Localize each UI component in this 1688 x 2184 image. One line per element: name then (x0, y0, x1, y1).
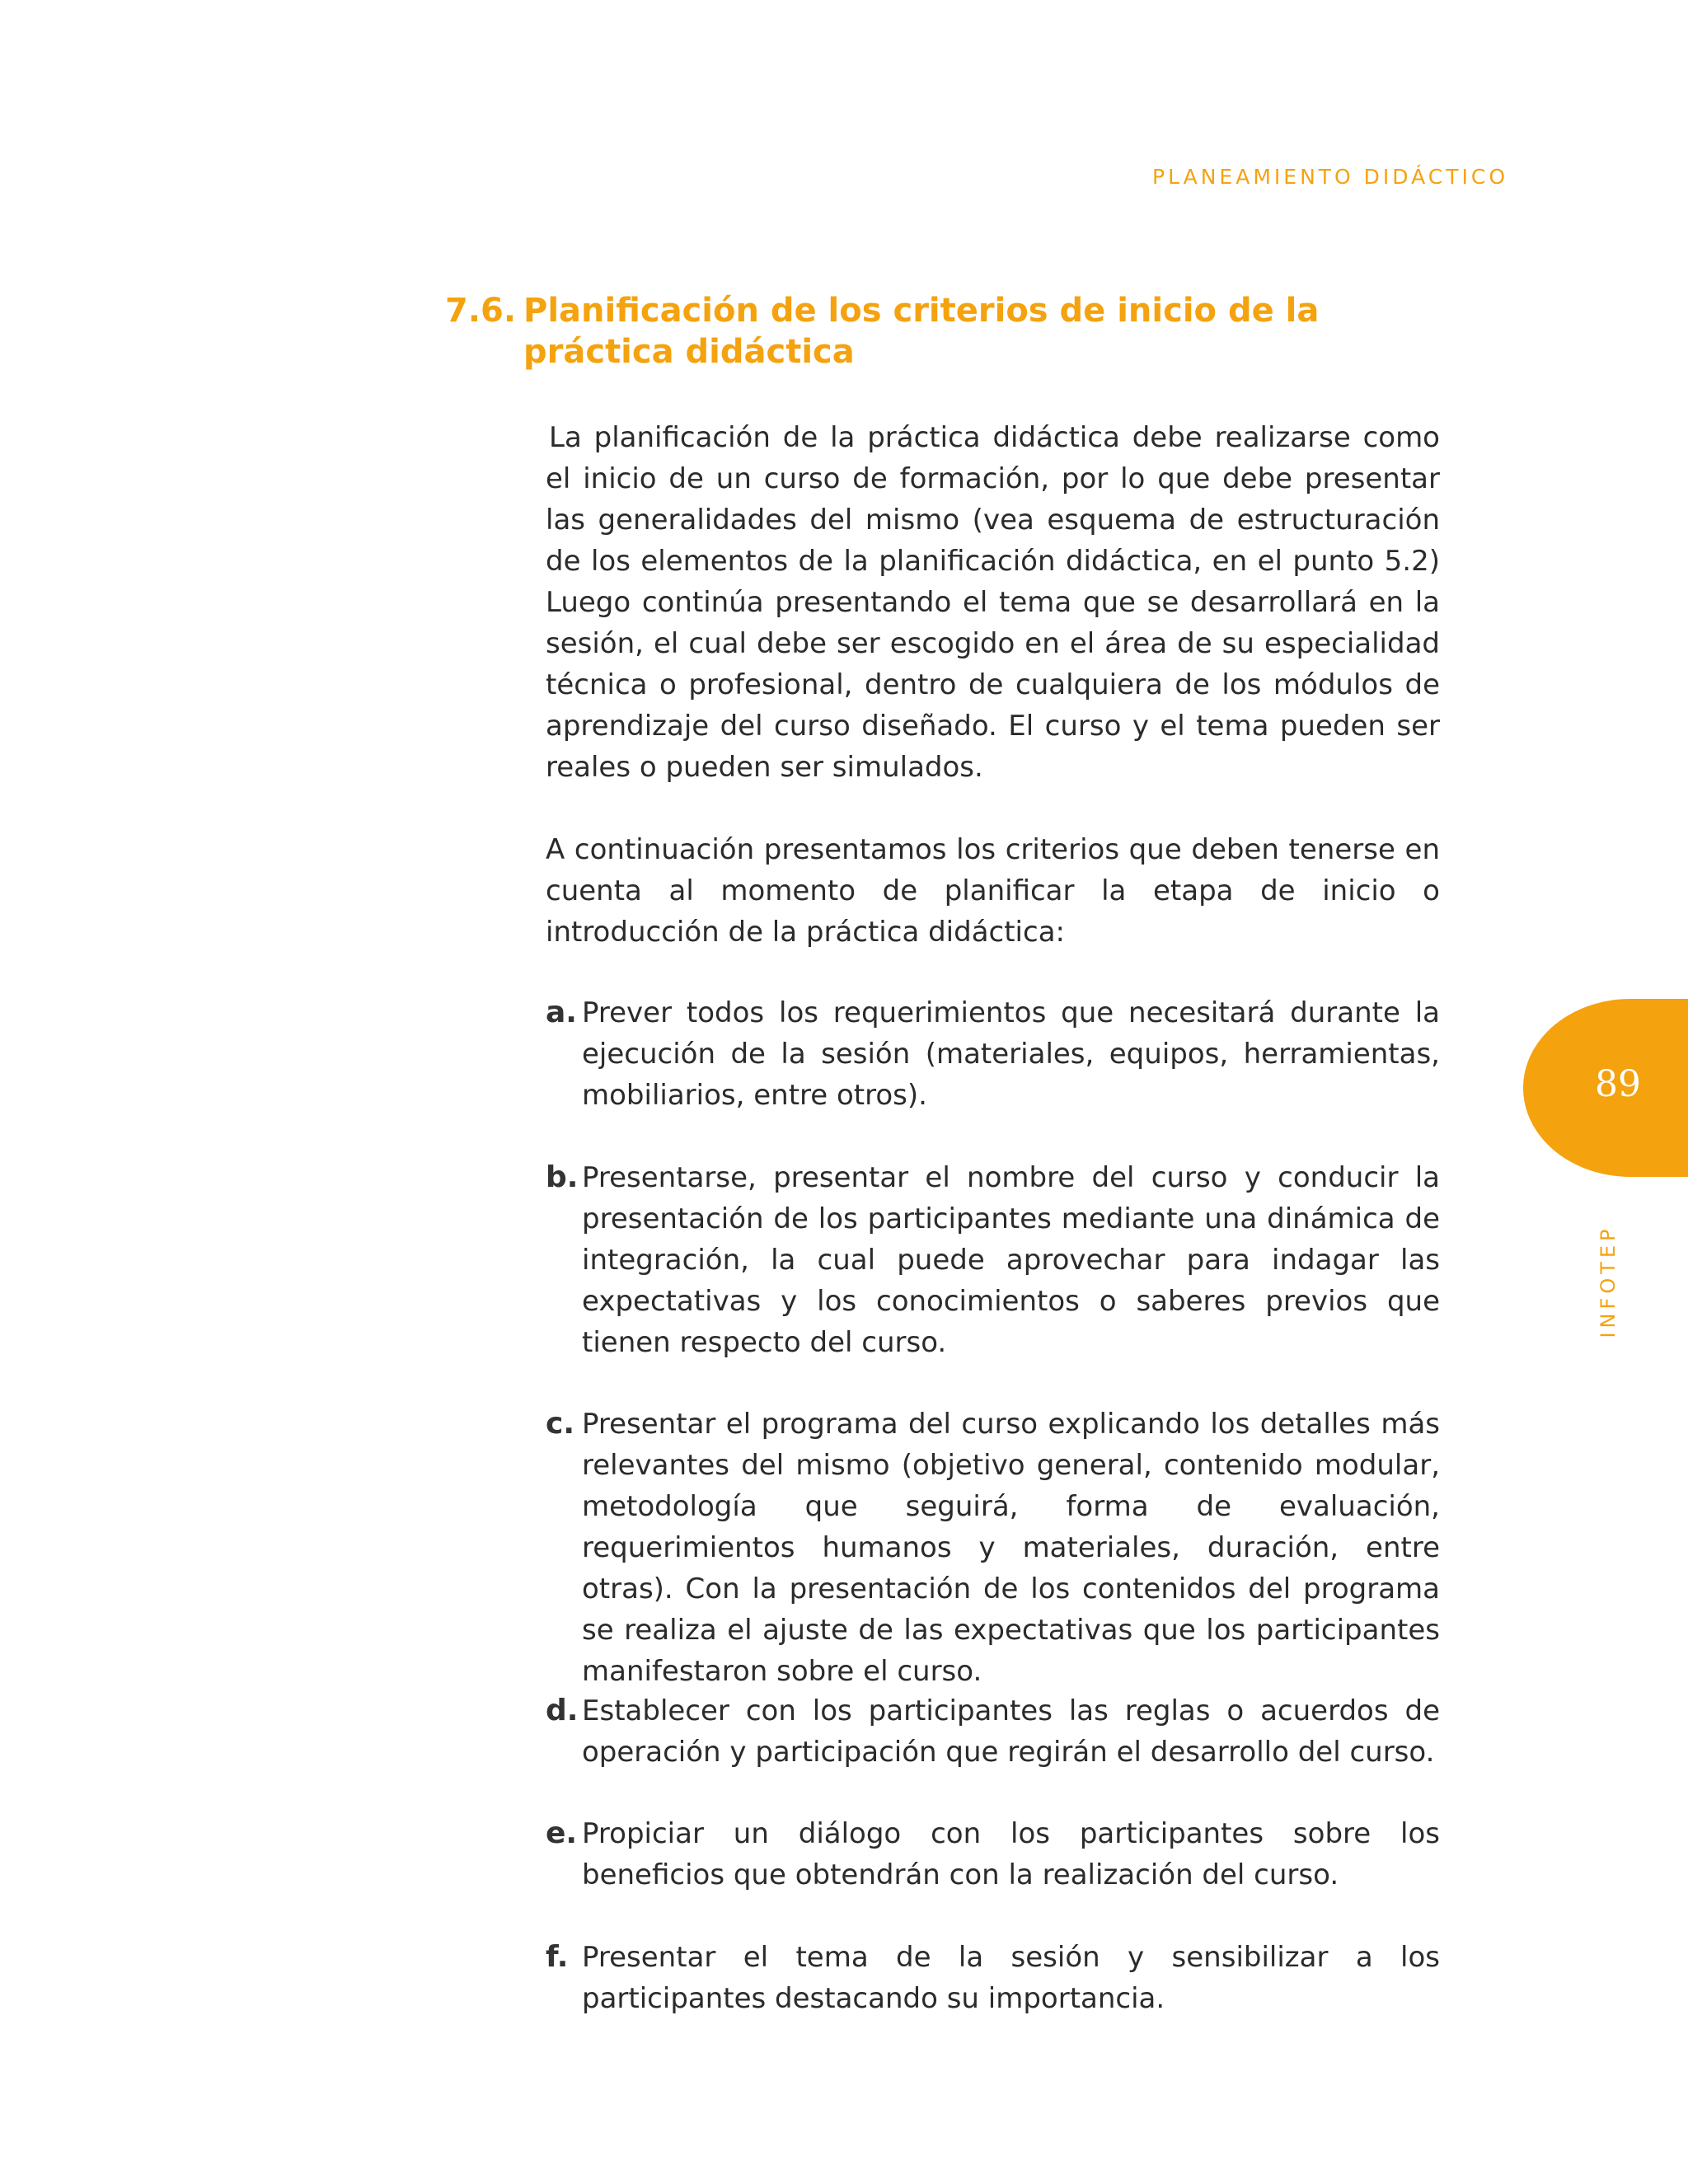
list-item-text: Propiciar un diálogo con los participantes sobre los beneficios que obtendrán con la realización del curso. (582, 1817, 1440, 1891)
section-number: 7.6. (445, 292, 517, 330)
list-item-letter: e. (546, 1816, 578, 1850)
list-item-letter: f. (546, 1940, 569, 1974)
list-item-text: Prever todos los requerimientos que necesitará durante la ejecución de la sesión (materiales, equipos, herramientas, mobiliarios, entre otros). (582, 996, 1440, 1112)
list-item-letter: a. (546, 996, 577, 1029)
list-item-text: Presentarse, presentar el nombre del curso y conducir la presentación de los participantes mediante una dinámica de integración, la cual puede aprovechar para indagar las expectativas y los conocimientos o saberes previos que tienen respecto del curso. (582, 1161, 1440, 1359)
list-item-letter: b. (546, 1160, 579, 1194)
list-item (546, 1157, 1440, 1363)
list-item (546, 1813, 1440, 1896)
list-item (546, 1690, 1440, 1773)
list-item (546, 992, 1440, 1116)
running-header: PLANEAMIENTO DIDÁCTICO (1152, 165, 1508, 189)
list-item (546, 1404, 1440, 1692)
page-number: 89 (1595, 1063, 1641, 1105)
list-item-text: Establecer con los participantes las reglas o acuerdos de operación y participación que regirán el desarrollo del curso. (582, 1694, 1440, 1769)
criteria-intro-paragraph: A continuación presentamos los criterios que deben tenerse en cuenta al momento de planificar la etapa de inicio o introducción de la práctica didáctica: (546, 833, 1440, 949)
section-title: Planificación de los criterios de inicio de la práctica didáctica (523, 292, 1320, 371)
list-item (546, 1937, 1440, 2019)
intro-paragraph: La planificación de la práctica didáctica debe realizarse como el inicio de un curso de formación, por lo que debe presentar las generalidades del mismo (vea esquema de estructuración de los elementos de la planificación didáctica, en el punto 5.2) Luego continúa presentando el tema que se desarrollará en la sesión, el cual debe ser escogido en el área de su especialidad técnica o profesional, dentro de cualquiera de los módulos de aprendizaje del curso diseñado. El curso y el tema pueden ser reales o pueden ser simulados. (546, 421, 1440, 784)
side-label: INFOTEP (1597, 1225, 1620, 1338)
list-item-text: Presentar el programa del curso explicando los detalles más relevantes del mismo (objetivo general, contenido modular, metodología que seguirá, forma de evaluación, requerimientos humanos y materiales, duración, entre otras). Con la presentación de los contenidos del programa se realiza el ajuste de las expectativas que los participantes manifestaron sobre el curso. (582, 1408, 1440, 1688)
list-item-text: Presentar el tema de la sesión y sensibilizar a los participantes destacando su importancia. (582, 1941, 1440, 2015)
list-item-letter: c. (546, 1407, 575, 1441)
section-heading (445, 290, 1434, 373)
list-item-letter: d. (546, 1694, 579, 1727)
